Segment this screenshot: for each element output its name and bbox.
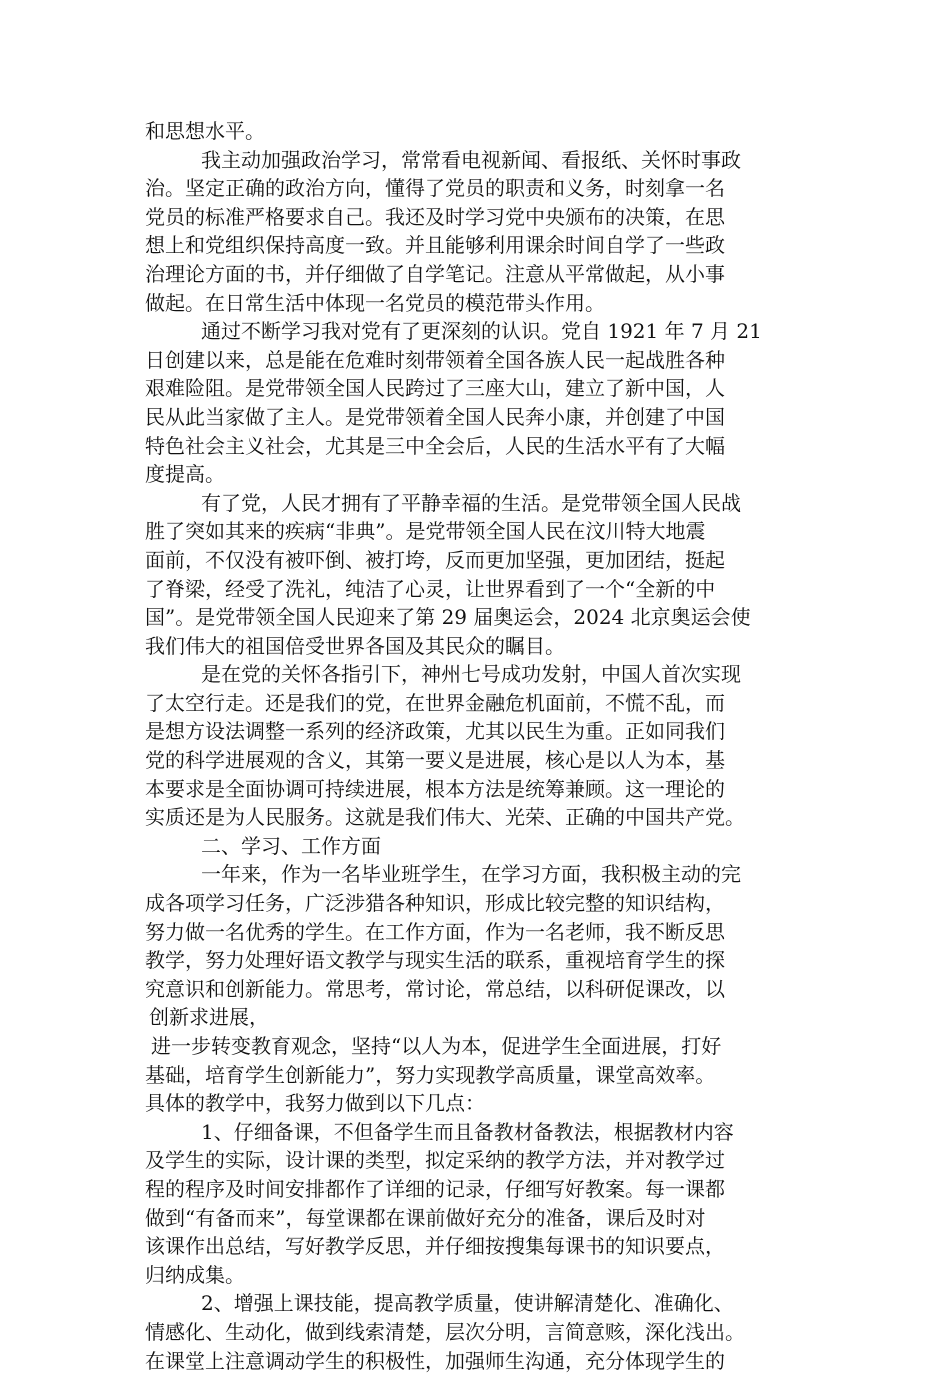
text-line: 面前，不仅没有被吓倒、被打垮，反而更加坚强，更加团结，挺起 bbox=[145, 547, 725, 572]
text-line: 做到“有备而来”，每堂课都在课前做好充分的准备，课后及时对 bbox=[145, 1205, 706, 1230]
text-line: 治理论方面的书，并仔细做了自学笔记。注意从平常做起，从小事 bbox=[145, 261, 725, 286]
text-line: 实质还是为人民服务。这就是我们伟大、光荣、正确的中国共产党。 bbox=[145, 805, 745, 830]
document-body bbox=[145, 117, 825, 1375]
text-line: 党的科学进展观的含义，其第一要义是进展，核心是以人为本，基 bbox=[145, 748, 725, 773]
text-line: 进一步转变教育观念，坚持“以人为本，促进学生全面进展，打好 bbox=[151, 1034, 722, 1058]
text-line: 我主动加强政治学习，常常看电视新闻、看报纸、关怀时事政 bbox=[201, 147, 741, 172]
text-line: 2、增强上课技能，提高教学质量，使讲解清楚化、准确化、 bbox=[201, 1291, 734, 1316]
text-line: 具体的教学中，我努力做到以下几点： bbox=[145, 1091, 485, 1116]
text-line: 是想方设法调整一系列的经济政策，尤其以民生为重。正如同我们 bbox=[145, 719, 725, 744]
text-line: 党员的标准严格要求自己。我还及时学习党中央颁布的决策，在思 bbox=[145, 204, 725, 229]
text-line: 是在党的关怀各指引下，神州七号成功发射，中国人首次实现 bbox=[201, 662, 741, 687]
text-line: 基础，培育学生创新能力”，努力实现教学高质量，课堂高效率。 bbox=[145, 1062, 716, 1087]
text-line: 该课作出总结，写好教学反思，并仔细按搜集每课书的知识要点， bbox=[145, 1234, 725, 1259]
text-line: 本要求是全面协调可持续进展，根本方法是统筹兼顾。这一理论的 bbox=[145, 776, 725, 801]
text-line: 及学生的实际，设计课的类型，拟定采纳的教学方法，并对教学过 bbox=[145, 1148, 725, 1173]
text-line: 通过不断学习我对党有了更深刻的认识。党自 1921 年 7 月 21 bbox=[201, 319, 762, 344]
section-heading: 二、学习、工作方面 bbox=[201, 833, 381, 858]
text-line: 民从此当家做了主人。是党带领着全国人民奔小康，并创建了中国 bbox=[145, 404, 725, 429]
text-line: 1、仔细备课，不但备学生而且备教材备教法，根据教材内容 bbox=[201, 1119, 734, 1144]
text-line: 有了党，人民才拥有了平静幸福的生活。是党带领全国人民战 bbox=[201, 490, 741, 515]
text-line: 究意识和创新能力。常思考，常讨论，常总结，以科研促课改，以 bbox=[145, 976, 725, 1001]
text-line: 艰难险阻。是党带领全国人民跨过了三座大山，建立了新中国，人 bbox=[145, 376, 725, 401]
text-line: 日创建以来，总是能在危难时刻带领着全国各族人民一起战胜各种 bbox=[145, 347, 725, 372]
text-line: 想上和党组织保持高度一致。并且能够利用课余时间自学了一些政 bbox=[145, 233, 725, 258]
text-line: 胜了突如其来的疾病“非典”。是党带领全国人民在汶川特大地震 bbox=[145, 519, 706, 544]
text-line: 度提高。 bbox=[145, 462, 225, 487]
text-line: 在课堂上注意调动学生的积极性，加强师生沟通，充分体现学生的 bbox=[145, 1348, 725, 1373]
text-line: 做起。在日常生活中体现一名党员的模范带头作用。 bbox=[145, 290, 605, 315]
text-line: 国”。是党带领全国人民迎来了第 29 届奥运会，2024 北京奥运会使 bbox=[145, 605, 751, 630]
text-line: 情感化、生动化，做到线索清楚，层次分明，言简意赅，深化浅出。 bbox=[145, 1319, 745, 1344]
text-line: 归纳成集。 bbox=[145, 1262, 245, 1287]
text-line: 教学，努力处理好语文教学与现实生活的联系，重视培育学生的探 bbox=[145, 948, 725, 973]
text-line: 了太空行走。还是我们的党，在世界金融危机面前，不慌不乱，而 bbox=[145, 690, 725, 715]
text-line: 特色社会主义社会，尤其是三中全会后，人民的生活水平有了大幅 bbox=[145, 433, 725, 458]
text-line: 创新求进展， bbox=[149, 1005, 269, 1030]
text-line: 成各项学习任务，广泛涉猎各种知识，形成比较完整的知识结构， bbox=[145, 891, 725, 916]
text-line: 和思想水平。 bbox=[145, 119, 265, 143]
text-line: 治。坚定正确的政治方向，懂得了党员的职责和义务，时刻拿一名 bbox=[145, 176, 725, 201]
text-line: 一年来，作为一名毕业班学生，在学习方面，我积极主动的完 bbox=[201, 862, 741, 887]
text-line: 努力做一名优秀的学生。在工作方面，作为一名老师，我不断反思 bbox=[145, 919, 725, 944]
text-line: 我们伟大的祖国倍受世界各国及其民众的瞩目。 bbox=[145, 633, 565, 658]
text-line: 程的程序及时间安排都作了详细的记录，仔细写好教案。每一课都 bbox=[145, 1176, 725, 1201]
text-line: 了脊梁，经受了洗礼，纯洁了心灵，让世界看到了一个“全新的中 bbox=[145, 576, 716, 601]
